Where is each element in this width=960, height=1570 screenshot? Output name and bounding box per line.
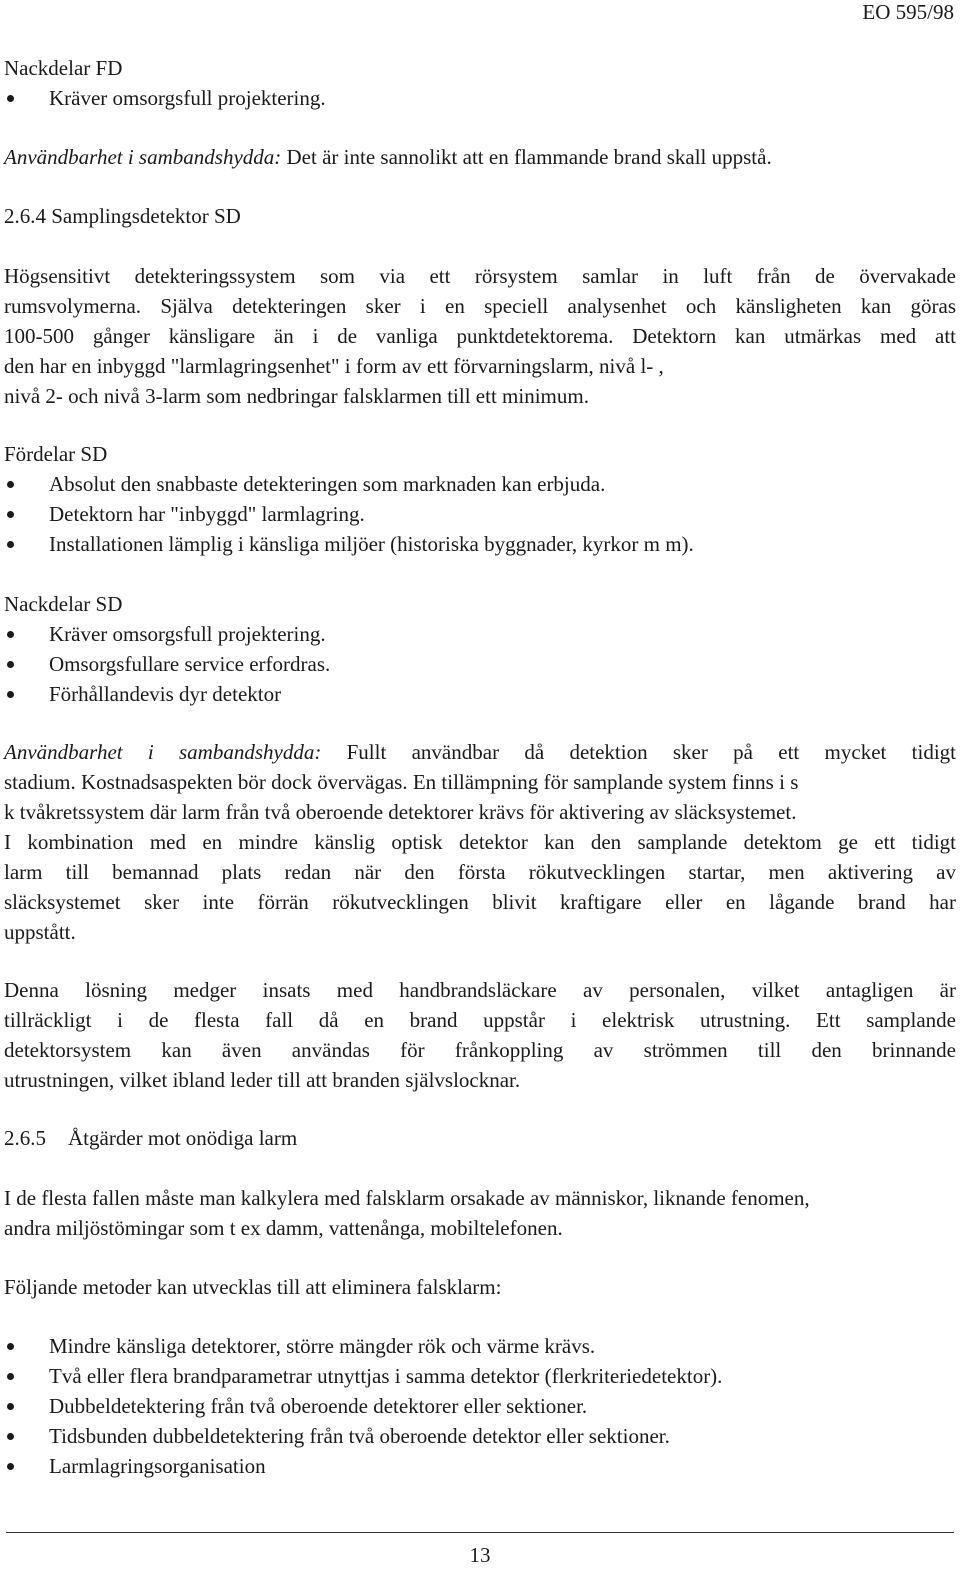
text-line: I de flesta fallen måste man kalkylera med falsklarm orsakade av människor, liknande fenomen, bbox=[4, 1186, 810, 1210]
text-line: stadium. Kostnadsaspekten bör dock övervägas. En tillämpning för samplande system finns i s bbox=[4, 770, 799, 794]
heading-number: 2.6.5 bbox=[4, 1126, 46, 1150]
list-item: Detektorn har "inbyggd" larmlagring. bbox=[4, 499, 956, 529]
text-line: detektorsystem kan även användas för frånkoppling av strömmen till den brinnande bbox=[4, 1038, 956, 1062]
list-item: Två eller flera brandparametrar utnyttjas i samma detektor (flerkriteriedetektor). bbox=[4, 1361, 956, 1391]
methods-intro: Följande metoder kan utvecklas till att eliminera falsklarm: bbox=[4, 1275, 502, 1299]
footer-divider bbox=[6, 1532, 954, 1533]
list-item: Kräver omsorgsfull projektering. bbox=[4, 619, 956, 649]
fd-cons-title: Nackdelar FD bbox=[4, 56, 123, 80]
list-item: Kräver omsorgsfull projektering. bbox=[4, 83, 956, 113]
sd-pros-list bbox=[4, 469, 956, 559]
fd-cons-block bbox=[4, 53, 956, 113]
text-line: andra miljöstömingar som t ex damm, vattenånga, mobiltelefonen. bbox=[4, 1216, 563, 1240]
text-line: larm till bemannad plats redan när den första rökutvecklingen startar, men aktivering av bbox=[4, 860, 956, 884]
text-line: tillräckligt i de flesta fall då en brand uppstår i elektrisk utrustning. Ett samplande bbox=[4, 1008, 956, 1032]
fd-usability-label: Användbarhet i sambandshydda: bbox=[4, 145, 282, 169]
text-line: 100-500 gånger känsligare än i de vanliga punktdetektorema. Detektorn kan utmärkas med att bbox=[4, 324, 956, 348]
list-item: Installationen lämplig i känsliga miljöer (historiska byggnader, kyrkor m m). bbox=[4, 529, 956, 559]
section-heading-sd: 2.6.4 Samplingsdetektor SD bbox=[4, 204, 241, 228]
sd-usability-paragraph bbox=[4, 737, 956, 947]
fd-cons-list bbox=[4, 83, 956, 113]
fd-usability-paragraph bbox=[4, 142, 956, 172]
text-line: nivå 2- och nivå 3-larm som nedbringar falsklarmen till ett minimum. bbox=[4, 384, 589, 408]
list-item: Tidsbunden dubbeldetektering från två oberoende detektor eller sektioner. bbox=[4, 1421, 956, 1451]
document-reference: EO 595/98 bbox=[862, 0, 954, 24]
fd-usability-text: Det är inte sannolikt att en flammande brand skall uppstå. bbox=[281, 145, 772, 169]
page-number: 13 bbox=[469, 1543, 491, 1567]
list-item: Absolut den snabbaste detekteringen som marknaden kan erbjuda. bbox=[4, 469, 956, 499]
solution-paragraph bbox=[4, 975, 956, 1095]
sd-pros-title: Fördelar SD bbox=[4, 442, 108, 466]
document-page bbox=[4, 0, 956, 1565]
false-alarm-intro bbox=[4, 1183, 956, 1243]
list-item: Larmlagringsorganisation bbox=[4, 1451, 956, 1481]
text-line: Högsensitivt detekteringssystem som via ett rörsystem samlar in luft från de övervakade bbox=[4, 264, 956, 288]
sd-description bbox=[4, 261, 956, 411]
text-line: k tvåkretssystem där larm från två oberoende detektorer krävs för aktivering av släcksystemet. bbox=[4, 800, 797, 824]
list-item: Förhållandevis dyr detektor bbox=[4, 679, 956, 709]
sd-pros-block bbox=[4, 439, 956, 559]
text-line: rumsvolymerna. Själva detekteringen sker i en speciell analysenhet och känsligheten kan göras bbox=[4, 294, 956, 318]
text-line: I kombination med en mindre känslig optisk detektor kan den samplande detektom ge ett tidigt bbox=[4, 830, 956, 854]
text-line: den har en inbyggd "larmlagringsenhet" i form av ett förvarningslarm, nivå l- , bbox=[4, 354, 664, 378]
sd-cons-block bbox=[4, 589, 956, 709]
sd-usability-label: Användbarhet i sambandshydda: bbox=[4, 740, 322, 764]
methods-list bbox=[4, 1331, 956, 1481]
text-line: Användbarhet i sambandshydda: Fullt användbar då detektion sker på ett mycket tidigt bbox=[4, 740, 956, 764]
sd-cons-list bbox=[4, 619, 956, 709]
list-item: Omsorgsfullare service erfordras. bbox=[4, 649, 956, 679]
text-line: släcksystemet sker inte förrän rökutvecklingen blivit kraftigare eller en lågande brand har bbox=[4, 890, 956, 914]
list-item: Dubbeldetektering från två oberoende detektorer eller sektioner. bbox=[4, 1391, 956, 1421]
text-line: uppstått. bbox=[4, 920, 76, 944]
sd-cons-title: Nackdelar SD bbox=[4, 592, 123, 616]
list-item: Mindre känsliga detektorer, större mängder rök och värme krävs. bbox=[4, 1331, 956, 1361]
heading-text: Åtgärder mot onödiga larm bbox=[68, 1126, 298, 1150]
section-heading-false-alarms bbox=[4, 1123, 956, 1153]
text-line: utrustningen, vilket ibland leder till att branden självslocknar. bbox=[4, 1068, 521, 1092]
text-line: Denna lösning medger insats med handbrandsläckare av personalen, vilket antagligen är bbox=[4, 978, 956, 1002]
